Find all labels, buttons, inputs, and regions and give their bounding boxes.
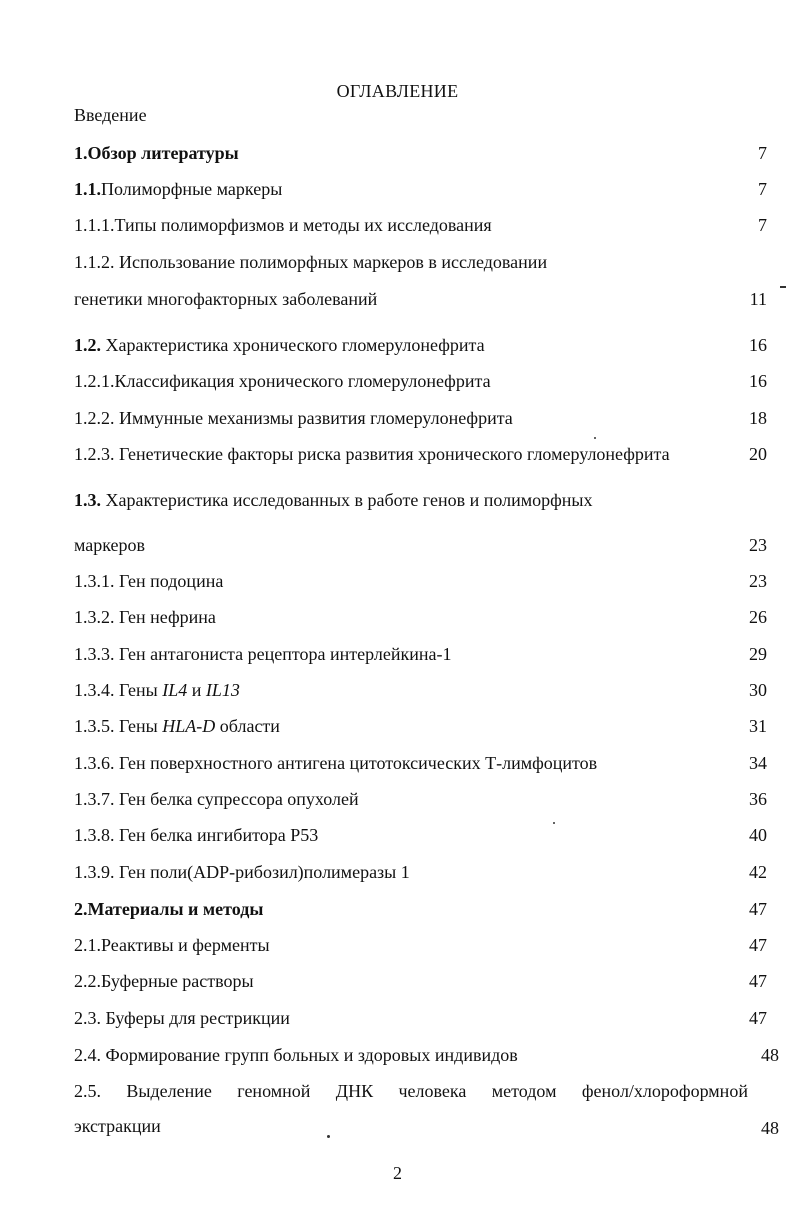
toc-page-1-3-1: 23 [749,571,767,591]
toc-page-2-5: 48 [761,1118,779,1138]
toc-page-2-1: 47 [749,935,767,955]
toc-page-2-2: 47 [749,971,767,991]
toc-section-1-1-2-line1: 1.1.2. Использование полиморфных маркеров в исследовании [74,252,548,272]
toc-page-1-1-2: 11 [749,289,767,309]
scan-speck [553,822,555,824]
toc-page-2-4: 48 [761,1045,779,1065]
scan-speck [327,1135,330,1138]
toc-section-2: 2.Материалы и методы [74,899,264,919]
toc-page-1-3-5: 31 [749,716,767,736]
toc-section-1-2-1: 1.2.1.Классификация хронического гломерулонефрита [74,371,491,391]
toc-section-2-1: 2.1.Реактивы и ферменты [74,935,270,955]
toc-section-1-2 [74,334,485,356]
toc-section-1-2-3: 1.2.3. Генетические факторы риска развития хронического гломерулонефрита [74,444,670,464]
toc-section-1-3-9: 1.3.9. Ген поли(ADP-рибозил)полимеразы 1 [74,862,410,882]
toc-section-1-3-4-and: и [187,680,206,700]
toc-section-1-1-number: 1.1. [74,179,101,199]
toc-section-1-3-8: 1.3.8. Ген белка ингибитора Р53 [74,825,319,845]
toc-title: ОГЛАВЛЕНИЕ [336,81,459,101]
toc-section-1-2-number: 1.2. [74,335,101,355]
toc-page-1-3-8: 40 [749,825,767,845]
toc-page-2: 47 [749,899,767,919]
toc-word: 2.5. [74,1081,101,1101]
toc-page-1-1-1: 7 [758,215,767,235]
page-number: 2 [393,1163,402,1183]
toc-word: человека [398,1081,467,1101]
toc-section-1-2-2: 1.2.2. Иммунные механизмы развития гломерулонефрита [74,408,513,428]
gene-il4: IL4 [162,680,188,700]
toc-section-1-3-7: 1.3.7. Ген белка супрессора опухолей [74,789,359,809]
toc-section-1: 1.Обзор литературы [74,143,239,163]
toc-section-1-3-1: 1.3.1. Ген подоцина [74,571,224,591]
toc-section-1-3-4 [74,679,240,701]
toc-introduction: Введение [74,105,147,125]
toc-page-1-3-6: 34 [749,753,767,773]
toc-section-1-1-1: 1.1.1.Типы полиморфизмов и методы их исследования [74,215,492,235]
toc-page-1-3-9: 42 [749,862,767,882]
toc-page-2-3: 47 [749,1008,767,1028]
toc-word: методом [491,1081,557,1101]
toc-section-1-1 [74,178,282,200]
toc-page-1-2: 16 [749,335,767,355]
toc-word: ДНК [335,1081,374,1101]
scan-mark [780,286,786,288]
toc-word: Выделение [126,1081,212,1101]
toc-page-1-3: 23 [749,535,767,555]
toc-section-2-2: 2.2.Буферные растворы [74,971,254,991]
toc-section-1-3-5 [74,715,280,737]
toc-section-1-2-text: Характеристика хронического гломерулонефрита [101,335,485,355]
toc-page-1-3-3: 29 [749,644,767,664]
toc-page-1-3-4: 30 [749,680,767,700]
toc-section-2-3: 2.3. Буферы для рестрикции [74,1008,290,1028]
toc-section-1-3-text: Характеристика исследованных в работе генов и полиморфных [101,490,593,510]
toc-word: геномной [237,1081,311,1101]
toc-section-1-1-2-line2: генетики многофакторных заболеваний [74,289,378,309]
toc-section-1-3-5-suffix: области [215,716,280,736]
toc-section-2-4: 2.4. Формирование групп больных и здоровых индивидов [74,1045,518,1065]
scan-speck [594,437,596,439]
gene-il13: IL13 [205,680,240,700]
toc-section-1-3-line1 [74,489,593,511]
toc-page-1: 7 [758,143,767,163]
toc-section-1-3-5-prefix: 1.3.5. Гены [74,716,163,736]
gene-hla-d: HLA-D [162,716,216,736]
toc-section-1-3-6: 1.3.6. Ген поверхностного антигена цитотоксических Т-лимфоцитов [74,753,598,773]
toc-section-1-3-2: 1.3.2. Ген нефрина [74,607,216,627]
toc-page-1-1: 7 [758,179,767,199]
toc-word: фенол/хлороформной [581,1081,748,1101]
toc-section-2-5-line2: экстракции [74,1116,161,1136]
toc-section-1-3-number: 1.3. [74,490,101,510]
toc-page-1-2-2: 18 [749,408,767,428]
toc-section-1-3-line2: маркеров [74,535,146,555]
toc-page-1-3-7: 36 [749,789,767,809]
toc-section-1-3-3: 1.3.3. Ген антагониста рецептора интерлейкина-1 [74,644,452,664]
toc-section-1-3-4-prefix: 1.3.4. Гены [74,680,163,700]
toc-page-1-2-1: 16 [749,371,767,391]
toc-section-2-5-line1 [74,1080,748,1102]
toc-section-1-1-text: Полиморфные маркеры [101,179,283,199]
toc-page-1-2-3: 20 [749,444,767,464]
toc-page-1-3-2: 26 [749,607,767,627]
